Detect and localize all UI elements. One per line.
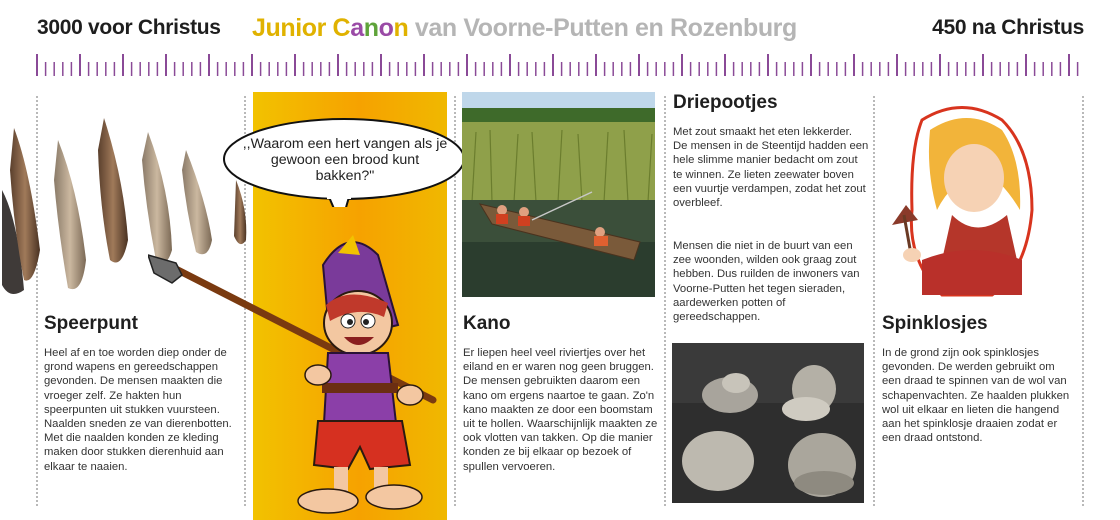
title-part: o <box>378 14 394 42</box>
driepootjes-photo <box>672 343 864 503</box>
speerpunt-text: Heel af en toe worden diep onder de grond wapens en gereedschappen gevonden. De mensen maakten die vroeger zelf. Ze hakten hun speerpunten uit stukken vuursteen. Naalden sneden ze van dierenbotten. Met die naalden konden ze kleding maken door stukken dierenhuid aan elkaar te naaien. <box>44 347 232 473</box>
title-part: van Voorne-Putten en Rozenburg <box>408 14 797 42</box>
start-date: 3000 voor Christus <box>37 16 221 39</box>
driepootjes-text-1: Met zout smaakt het eten lekkerder. De mensen in de Steentijd hadden een hele slimme manier bedacht om zout te winnen. Ze lieten zeewater boven een vuurtje verdampen, zodat het zout overbleef. <box>673 126 869 210</box>
driepootjes-text-2: Mensen die niet in de buurt van een zee woonden, wilden ook graag zout hebben. Dus ruilden de inwoners van Voorne-Putten het tegen sieraden, aardewerken potten of gereedschappen. <box>673 240 860 324</box>
driepootjes-title: Driepootjes <box>673 92 778 113</box>
spinklosjes-text: In de grond zijn ook spinklosjes gevonden. De werden gebruikt om een draad te spinnen van de wol van schapenvachten. Ze haalden plukken wol uit elkaar en lieten die hangend aan het spinklosje draaien zodat er een draad ontstond. <box>882 347 1070 445</box>
kano-title: Kano <box>463 313 511 334</box>
column-divider <box>873 96 875 506</box>
end-date: 450 na Christus <box>932 16 1084 39</box>
column-divider <box>1082 96 1084 506</box>
mascot-character <box>148 225 448 520</box>
title-part: Junior <box>252 14 333 42</box>
spinning-girl-illustration <box>882 100 1082 300</box>
speerpunt-title: Speerpunt <box>44 313 138 334</box>
kano-text: Er liepen heel veel riviertjes over het eiland en er waren nog geen bruggen. De mensen gebruikten daarom een kano om ergens naartoe te gaan. Zo'n kano maakten ze door een boomstam uit te hollen. Waarschijnlijk maakten ze ook vlotten van takken. Op die manier konden ze bij elkaar op bezoek of spullen vervoeren. <box>463 347 658 473</box>
timeline-ruler <box>0 50 1120 80</box>
spinklosjes-title: Spinklosjes <box>882 313 988 334</box>
column-divider <box>664 96 666 506</box>
title-part: n <box>393 14 409 42</box>
title-part: a <box>350 14 364 42</box>
title-part: C <box>332 14 351 42</box>
speech-text: ,,Waarom een hert vangen als je gewoon een brood kunt bakken?" <box>242 136 448 184</box>
title-part: n <box>363 14 379 42</box>
page-title <box>252 14 822 43</box>
canoe-photo <box>462 92 655 297</box>
